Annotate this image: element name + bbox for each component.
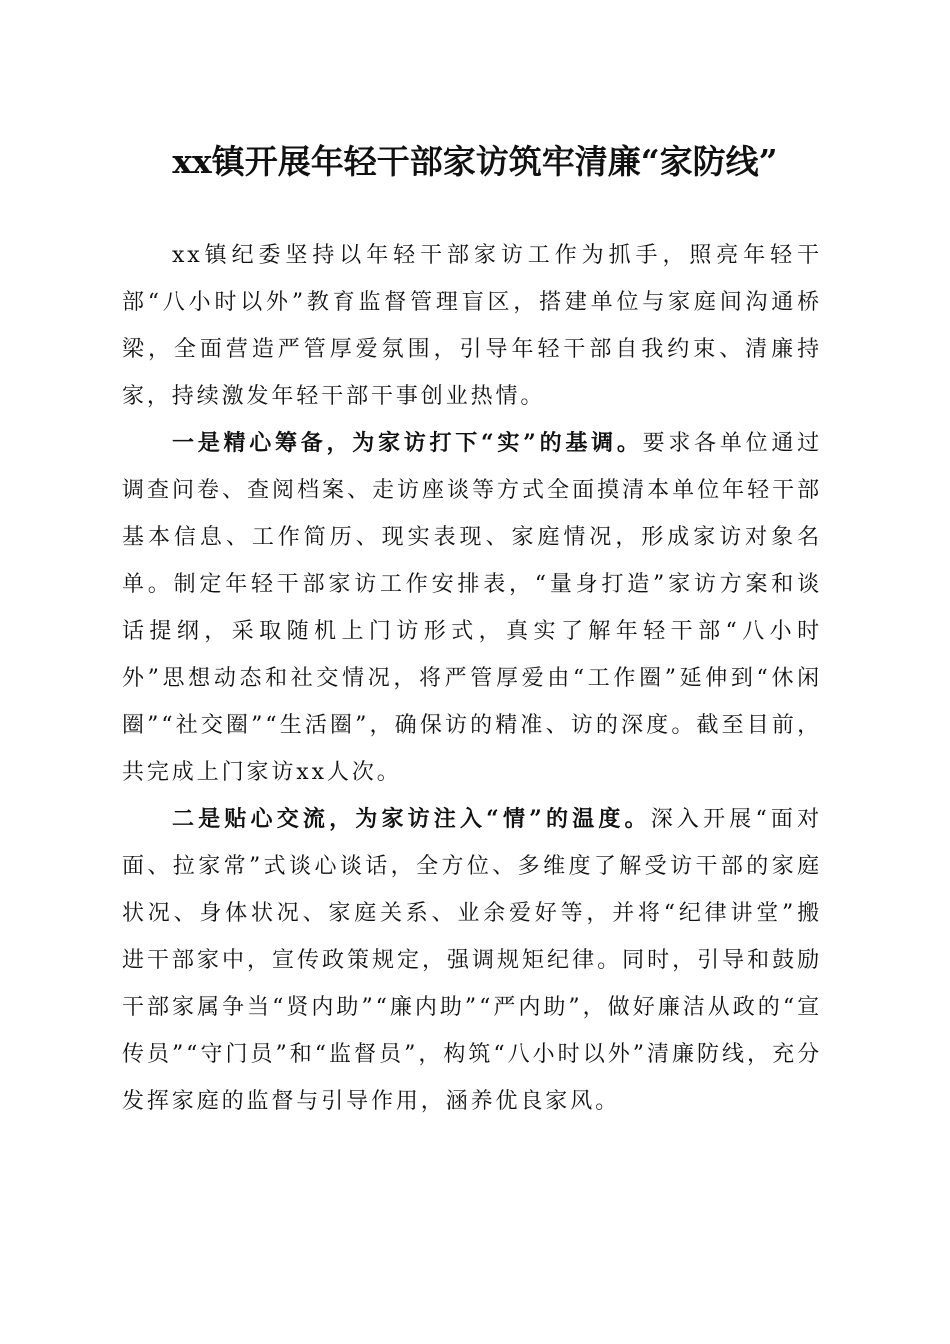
paragraph-text: 要求各单位通过调查问卷、查阅档案、走访座谈等方式全面摸清本单位年轻干部基本信息、工作简历、现实表现、家庭情况，形成家访对象名单。制定年轻干部家访工作安排表，“量身打造”家访方案和谈话提纲，采取随机上门访形式，真实了解年轻干部“八小时外”思想动态和社交情况，将严管厚爱由“工作圈”延伸到“休闲圈”“社交圈”“生活圈”，确保访的精准、访的深度。截至目前，共完成上门家访xx人次。 xyxy=(122,431,822,785)
document-title: xx镇开展年轻干部家访筑牢清廉“家防线” xyxy=(172,142,778,181)
paragraph-lead: 一是精心筹备，为家访打下“实”的基调。 xyxy=(172,430,643,456)
paragraph-text: 深入开展“面对面、拉家常”式谈心谈话，全方位、多维度了解受访干部的家庭状况、身体状况、家庭关系、业余爱好等，并将“纪律讲堂”搬进干部家中，宣传政策规定，强调规矩纪律。同时，引导和鼓励干部家属争当“贤内助”“廉内助”“严内助”，做好廉洁从政的“宣传员”“守门员”和“监督员”，构筑“八小时以外”清廉防线，充分发挥家庭的监督与引导作用，涵养优良家风。 xyxy=(122,807,822,1114)
document-body xyxy=(122,232,822,1125)
paragraph-preparation xyxy=(122,420,822,796)
paragraph-text: xx镇纪委坚持以年轻干部家访工作为抓手，照亮年轻干部“八小时以外”教育监督管理盲区，搭建单位与家庭间沟通桥梁，全面营造严管厚爱氛围，引导年轻干部自我约束、清廉持家，持续激发年轻干部干事创业热情。 xyxy=(122,243,822,409)
paragraph-communication xyxy=(122,796,822,1125)
paragraph-lead: 二是贴心交流，为家访注入“情”的温度。 xyxy=(172,806,651,832)
paragraph-intro xyxy=(122,232,822,420)
